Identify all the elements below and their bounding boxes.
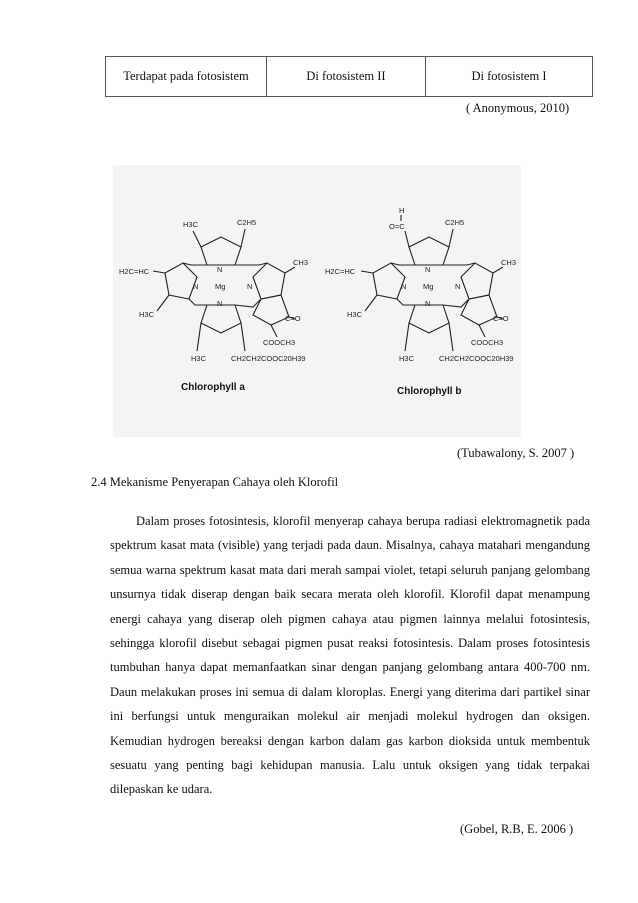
body-paragraph: Dalam proses fotosintesis, klorofil menyerap cahaya berupa radiasi elektromagnetik pada spektrum kasat mata (visible) yang terjadi pada daun. Misalnya, cahaya matahari mengandung semua warna spektrum kasat mata dari merah sampai violet, tetapi seluruh panjang gelombang unsurnya tidak diserap dengan baik secara merata oleh klorofil. Klorofil dapat menampung energi cahaya yang diserap oleh pigmen cahaya atau pigmen lainnya melalui fotosintesis, sehingga klorofil disebut sebagai pigmen pusat reaksi fotosintesis. Dalam proses fotosintesis tumbuhan hanya dapat memanfaatkan sinar dengan panjang gelombang antara 400-700 nm. Daun melakukan proses ini semua di dalam kloroplas. Energi yang diterima dari partikel sinar ini berfungsi untuk menguraikan molekul air menjadi molekul hydrogen dan oksigen. Kemudian hydrogen bereaksi dengan karbon dalam gas karbon dioksida untuk membentuk sesuatu yang penting bagi kehidupan manusia. Lalu untuk oksigen yang tidak terpakai dilepaskan ke udara. [110,514,590,797]
bond [153,271,165,273]
table-cell-photosystem-i: Di fotosistem I [471,69,547,83]
pyrrole-ring-top [201,237,241,265]
bond [443,263,475,265]
chem-label: CH2CH2COOC20H39 [231,354,306,363]
chem-label: N [425,299,431,308]
citation-tubawalony: (Tubawalony, S. 2007 ) [457,446,575,460]
bond [365,295,377,311]
chem-label: H [399,206,405,215]
bond [193,231,201,247]
chem-label: C=O [493,314,509,323]
cyclopentanone-ring [253,295,289,325]
chlorophyll-structures-figure [113,165,521,437]
chem-label: COOCH3 [471,338,504,347]
chem-label: H3C [399,354,415,363]
chem-label: H3C [347,310,363,319]
bond [271,325,277,337]
chem-label: H3C [139,310,155,319]
chlorophyll-a-caption: Chlorophyll a [181,382,245,393]
pyrrole-ring-top [409,237,449,265]
bond [405,231,409,247]
chem-label: H3C [191,354,207,363]
bond [235,263,267,265]
chem-label: C=O [285,314,301,323]
chem-label: CH2CH2COOC20H39 [439,354,514,363]
chem-label: CH3 [501,258,517,267]
chem-label: O=C [389,222,405,231]
chem-label: Mg [215,282,226,291]
chlorophyll-structures-svg [113,165,521,437]
chem-label: H2C=HC [325,267,356,276]
chem-label: N [425,265,431,274]
chlorophyll-b-caption: Chlorophyll b [397,386,462,397]
pyrrole-ring-bottom [201,305,241,333]
bond [397,299,415,305]
bond [197,323,201,351]
chlorophyll-b-structure [325,206,516,397]
bond [493,267,503,273]
chlorophyll-a-structure [119,218,308,393]
chem-label: Mg [423,282,434,291]
bond [479,325,485,337]
bond [285,267,295,273]
bond [449,323,453,351]
chem-label: N [217,299,223,308]
chem-label: H3C [183,220,199,229]
table-cell-photosystem-ii: Di fotosistem II [267,57,426,96]
pyrrole-ring-left [373,263,405,299]
bond [241,229,245,247]
bond [361,271,373,273]
bond [189,299,207,305]
citation-anonymous: ( Anonymous, 2010) [466,101,570,115]
bond [449,229,453,247]
bond [241,323,245,351]
chem-label: N [247,282,253,291]
chem-label: N [455,282,461,291]
chem-label: N [401,282,407,291]
chem-label: N [193,282,199,291]
section-heading: 2.4 Mekanisme Penyerapan Cahaya oleh Klorofil [91,475,339,489]
pyrrole-ring-right [461,263,493,299]
bond [391,263,415,265]
chem-label: H2C=HC [119,267,150,276]
bond [157,295,169,311]
table-cell-location-label: Terdapat pada fotosistem [106,57,267,96]
pyrrole-ring-bottom [409,305,449,333]
chem-label: C2H5 [237,218,257,227]
pyrrole-ring-right [253,263,285,299]
pyrrole-ring-left [165,263,197,299]
chem-label: C2H5 [445,218,465,227]
bond [405,323,409,351]
cyclopentanone-ring [461,295,497,325]
chem-label: CH3 [293,258,309,267]
bond [183,263,207,265]
photosystem-table-row [105,56,593,97]
chem-label: COOCH3 [263,338,296,347]
chem-label: N [217,265,223,274]
citation-gobel: (Gobel, R.B, E. 2006 ) [460,822,574,836]
